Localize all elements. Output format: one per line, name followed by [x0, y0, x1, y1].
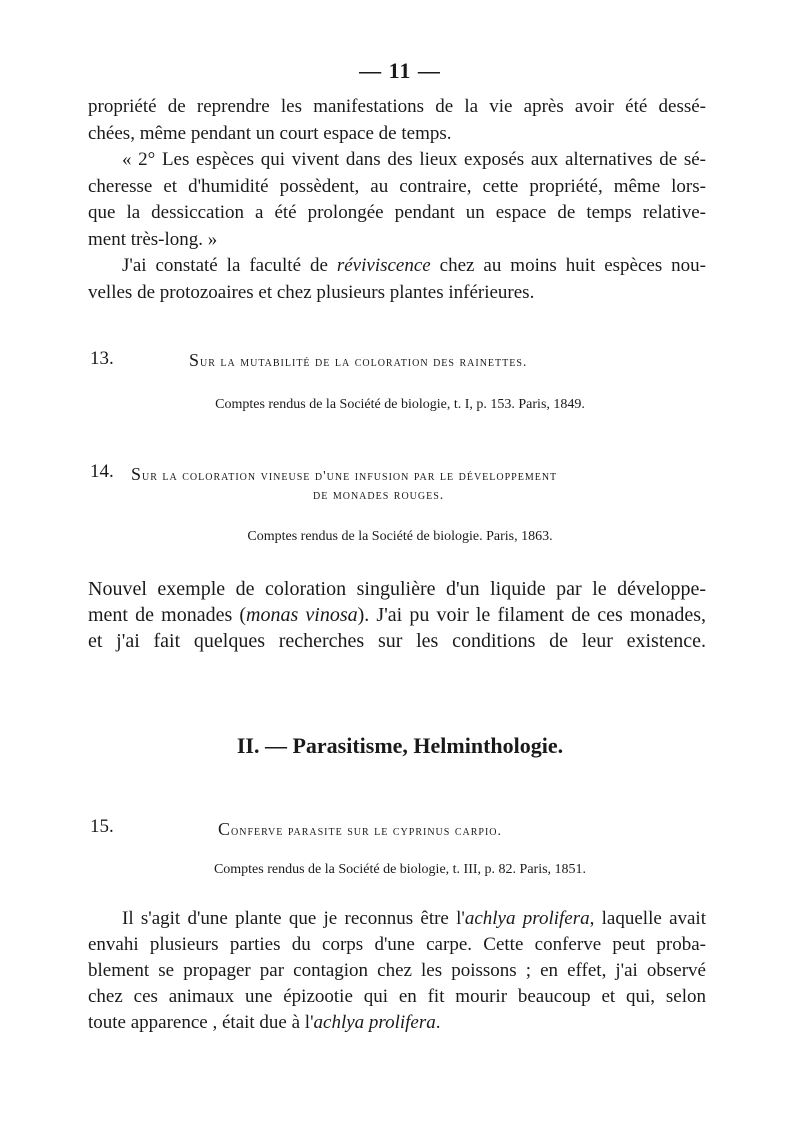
section-heading: II. — Parasitisme, Helminthologie. — [236, 733, 564, 758]
text-line: « 2° Les espèces qui vivent dans des lieux exposés aux alternatives de sé- — [122, 149, 706, 170]
italic-term: achlya prolifera — [313, 1012, 436, 1033]
text-line: Nouvel exemple de coloration singulière d'un liquide par le développe- — [88, 578, 706, 600]
text-line: que la dessiccation a été prolongée pendant un espace de temps relative- — [88, 202, 706, 223]
text-line: envahi plusieurs parties du corps d'une carpe. Cette conferve peut proba- — [88, 934, 706, 955]
text-line: blement se propager par contagion chez les poissons ; en effet, j'ai observé — [88, 960, 706, 981]
entry-title-13 — [189, 350, 527, 371]
entry-title-14 — [131, 464, 557, 485]
entry-title-15 — [218, 819, 502, 840]
text-line — [88, 1010, 706, 1036]
text-run: . — [435, 1012, 441, 1033]
text-run: chez au moins huit espèces nou- — [430, 255, 706, 276]
text-line: chez ces animaux une épizootie qui en fit mourir beaucoup et qui, selon — [88, 986, 706, 1007]
title-text: ur la mutabilité de la coloration des rainettes. — [200, 355, 528, 370]
italic-term: monas vinosa — [246, 604, 358, 626]
entry-reference-14: Comptes rendus de la Société de biologie. Paris, 1863. — [247, 529, 553, 544]
italic-term: réviviscence — [336, 255, 431, 276]
paragraph-reviviscence — [88, 253, 706, 306]
entry-reference-15: Comptes rendus de la Société de biologie, t. III, p. 82. Paris, 1851. — [213, 862, 587, 877]
entry-number-13: 13. — [90, 348, 114, 369]
page-number: — 11 — — [359, 58, 441, 83]
text-run: J'ai constaté la faculté de — [122, 255, 337, 276]
text-line — [88, 253, 706, 280]
text-line — [88, 602, 706, 628]
entry-reference-13: Comptes rendus de la Société de biologie, t. I, p. 153. Paris, 1849. — [215, 397, 585, 412]
text-run: , laquelle avait — [589, 908, 706, 929]
text-line: propriété de reprendre les manifestations de la vie après avoir été dessé- — [88, 96, 706, 117]
italic-term: achlya prolifera — [464, 908, 590, 929]
text-run: ). J'ai pu voir le filament de ces monades, — [357, 604, 706, 626]
text-line: ment très-long. » — [88, 228, 218, 250]
title-initial: S — [189, 350, 201, 370]
title-initial: C — [218, 819, 232, 839]
text-line: et j'ai fait quelques recherches sur les conditions de leur existence. — [88, 630, 706, 652]
title-text: ur la coloration vineuse d'une infusion par le développement — [142, 469, 558, 484]
text-run: toute apparence , était due à l' — [88, 1012, 314, 1033]
text-line: velles de protozoaires et chez plusieurs plantes inférieures. — [88, 281, 535, 303]
title-text: onferve parasite sur le cyprinus carpio. — [231, 824, 502, 839]
text-run: Il s'agit d'une plante que je reconnus être l' — [122, 908, 465, 929]
entry-number-14: 14. — [90, 461, 114, 482]
text-run: ment de monades ( — [88, 604, 247, 626]
text-line: cheresse et d'humidité possèdent, au contraire, cette propriété, même lors- — [88, 175, 706, 197]
entry-number-15: 15. — [90, 816, 114, 837]
paragraph-monades — [88, 576, 706, 654]
entry-title-14-line2: de monades rouges. — [313, 488, 445, 503]
title-initial: S — [131, 464, 143, 484]
text-line — [88, 906, 706, 932]
text-line: chées, même pendant un court espace de temps. — [88, 122, 452, 144]
paragraph-desiccation — [88, 94, 706, 253]
paragraph-achlya — [88, 906, 706, 1036]
